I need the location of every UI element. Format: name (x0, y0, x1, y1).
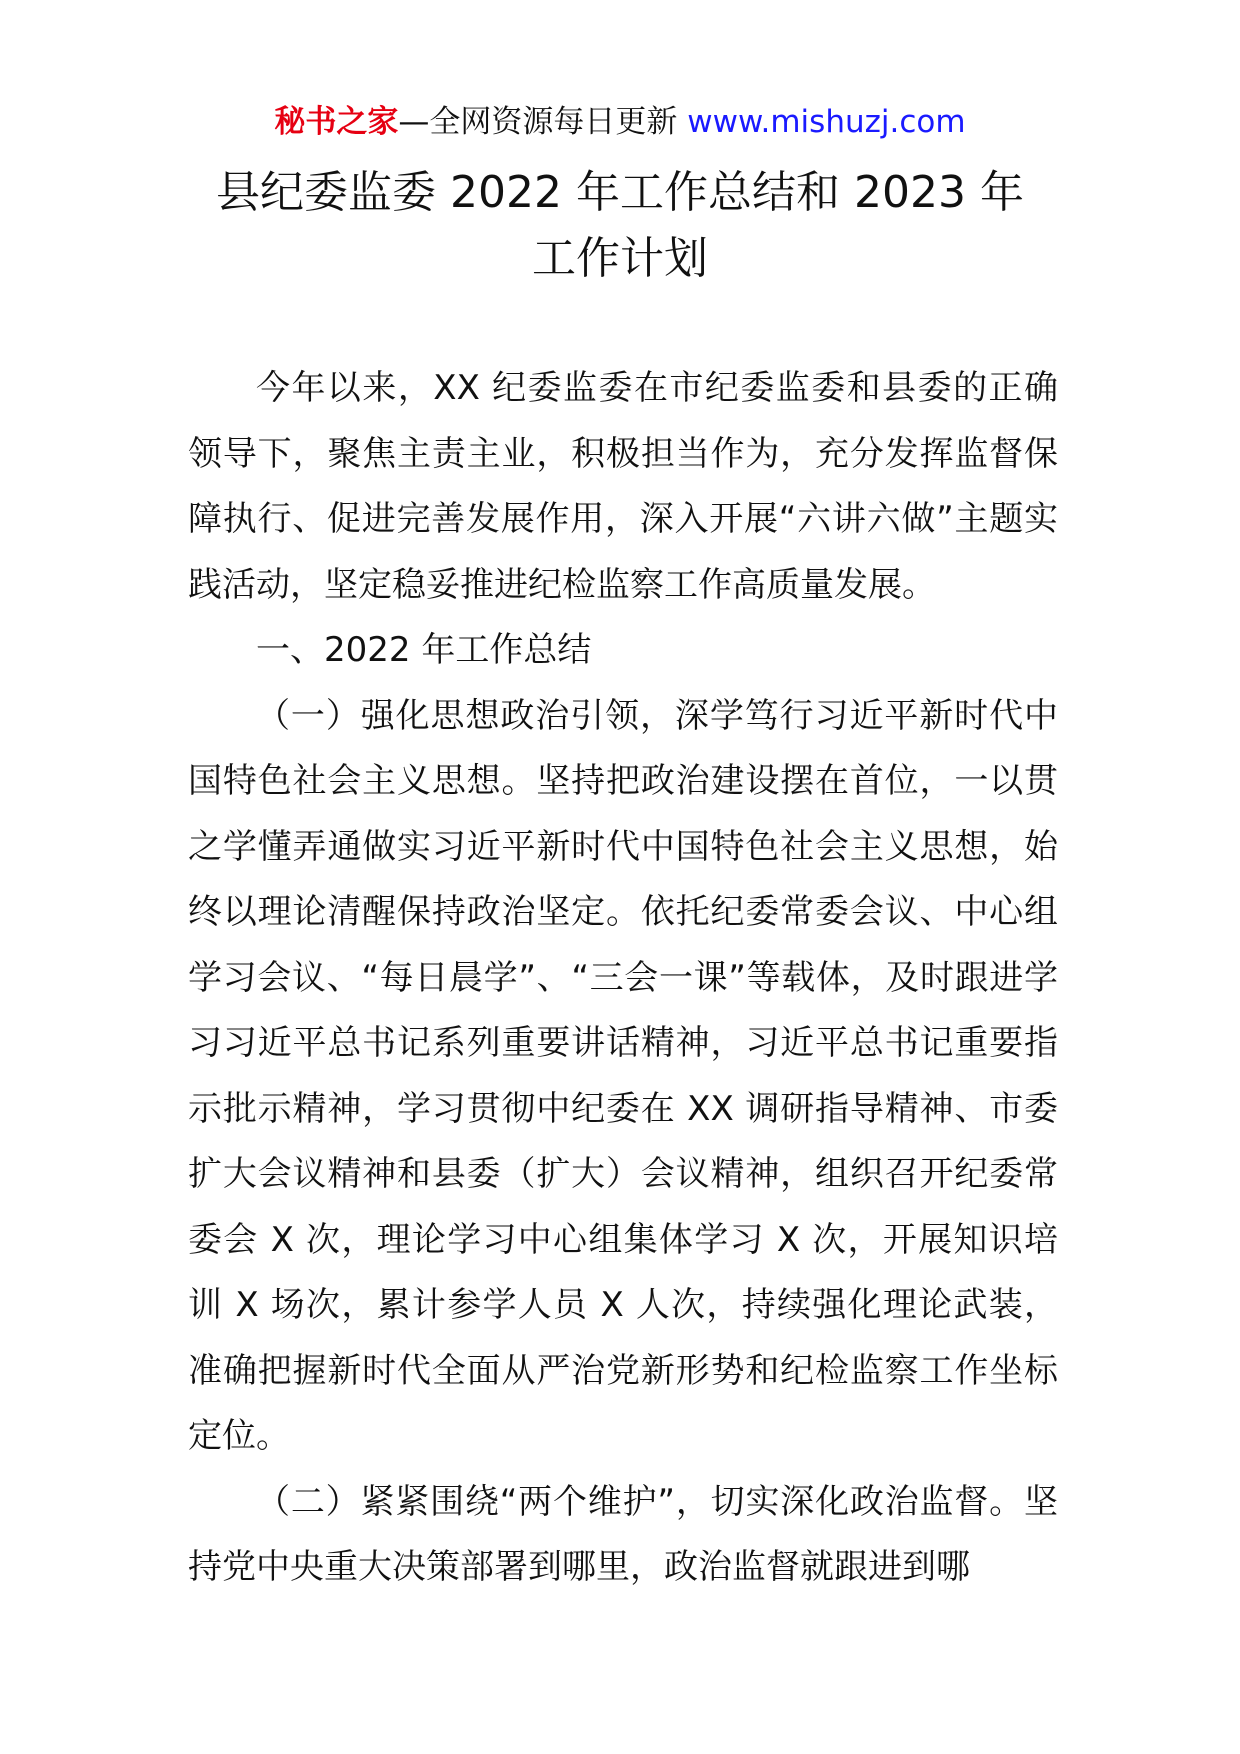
document-body (188, 356, 1058, 1601)
brand-name: 秘书之家 (274, 104, 399, 140)
subsection-paragraph-1: （一）强化思想政治引领，深学笃行习近平新时代中国特色社会主义思想。坚持把政治建设摆在首位，一以贯之学懂弄通做实习近平新时代中国特色社会主义思想，始终以理论清醒保持政治坚定。依托纪委常委会议、中心组学习会议、“每日晨学”、“三会一课”等载体，及时跟进学习习近平总书记系列重要讲话精神，习近平总书记重要指示批示精神，学习贯彻中纪委在 XX 调研指导精神、市委扩大会议精神和县委（扩大）会议精神，组织召开纪委常委会 X 次，理论学习中心组集体学习 X 次，开展知识培训 X 场次，累计参学人员 X 人次，持续强化理论武装，准确把握新时代全面从严治党新形势和纪检监察工作坐标定位。 (188, 695, 1058, 1456)
section-heading: 一、2022 年工作总结 (256, 630, 592, 670)
site-header (0, 100, 1240, 144)
subsection-paragraph-2: （二）紧紧围绕“两个维护”，切实深化政治监督。坚持党中央重大决策部署到哪里，政治监督就跟进到哪 (188, 1481, 1058, 1587)
site-tagline: —全网资源每日更新 (398, 104, 688, 140)
intro-paragraph: 今年以来，XX 纪委监委在市纪委监委和县委的正确领导下，聚焦主责主业，积极担当作为，充分发挥监督保障执行、促进完善发展作用，深入开展“六讲六做”主题实践活动，坚定稳妥推进纪检监察工作高质量发展。 (188, 368, 1058, 605)
document-title (0, 160, 1240, 292)
title-line-2: 工作计划 (532, 233, 708, 284)
site-url-link[interactable]: www.mishuzj.com (687, 104, 966, 140)
title-line-1: 县纪委监委 2022 年工作总结和 2023 年 (216, 167, 1024, 218)
